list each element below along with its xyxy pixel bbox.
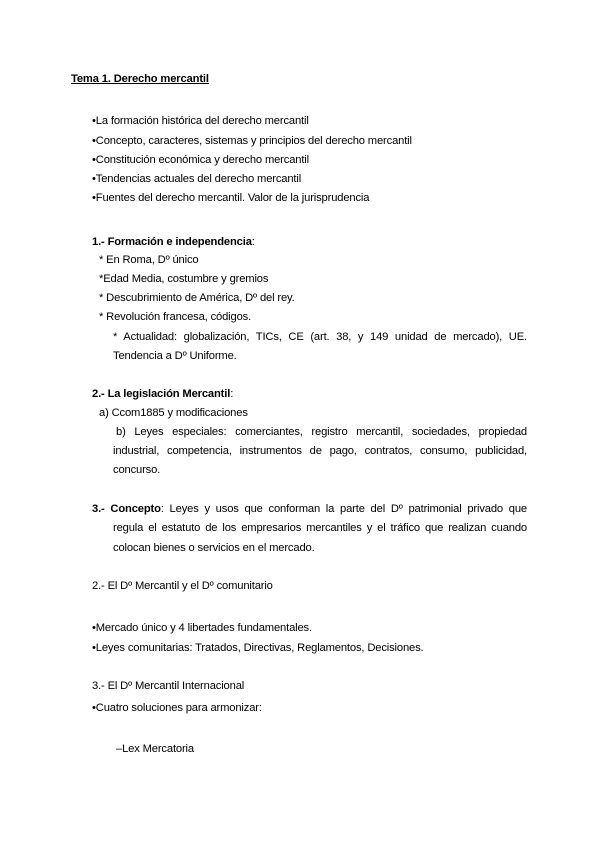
section1-heading	[92, 235, 255, 249]
section1-item: * En Roma, Dº único	[99, 254, 199, 266]
section1-item: * Revolución francesa, códigos.	[99, 311, 252, 323]
section2-item-a: a) Ccom1885 y modificaciones	[99, 407, 248, 419]
section3-line2: regula el estatuto de los empresarios mercantiles y el tráfico que realizan cuando	[113, 522, 527, 534]
section2-heading-text: 2.- La legislación Mercantil	[92, 388, 231, 400]
section3-line3: colocan bienes o servicios en el mercado.	[113, 542, 315, 554]
section3-heading-text: 3.- Concepto	[92, 503, 161, 515]
section3-line1-rest: : Leyes y usos que conforman la parte del Dº patrimonial privado que	[160, 503, 527, 515]
section2-item-b-line1: b) Leyes especiales: comerciantes, registro mercantil, sociedades, propiedad	[116, 426, 527, 438]
comunitario-bullet: •Mercado único y 4 libertades fundamentales.	[92, 622, 312, 634]
internacional-heading: 3.- El Dº Mercantil Internacional	[92, 680, 245, 692]
intro-bullet: •La formación histórica del derecho mercantil	[92, 115, 309, 127]
intro-bullet: •Concepto, caracteres, sistemas y principios del derecho mercantil	[92, 135, 412, 147]
comunitario-heading: 2.- El Dº Mercantil y el Dº comunitario	[92, 580, 273, 592]
section3-line1	[92, 502, 527, 516]
section2-item-b-line3: concurso.	[113, 464, 161, 476]
section1-colon: :	[251, 236, 255, 248]
section2-heading	[92, 387, 233, 401]
section1-actualidad-line2: Tendencia a Dº Uniforme.	[113, 350, 237, 362]
intro-bullet: •Fuentes del derecho mercantil. Valor de la jurisprudencia	[92, 192, 370, 204]
comunitario-bullet: •Leyes comunitarias: Tratados, Directivas, Reglamentos, Decisiones.	[92, 642, 424, 654]
section1-actualidad-line1: * Actualidad: globalización, TICs, CE (art. 38, y 149 unidad de mercado), UE.	[113, 331, 527, 343]
document-title-text: Tema 1. Derecho mercantil	[71, 73, 209, 85]
section2-colon: :	[230, 388, 234, 400]
document-title	[71, 72, 209, 86]
intro-bullet: •Tendencias actuales del derecho mercantil	[92, 173, 302, 185]
section2-item-b-line2: industrial, competencia, instrumentos de pago, contratos, consumo, publicidad,	[113, 445, 527, 457]
section1-heading-text: 1.- Formación e independencia	[92, 236, 252, 248]
section1-item: *Edad Media, costumbre y gremios	[99, 273, 269, 285]
internacional-dash-item: –Lex Mercatoria	[116, 743, 194, 755]
section1-item: * Descubrimiento de América, Dº del rey.	[99, 292, 295, 304]
intro-bullet: •Constitución económica y derecho mercantil	[92, 154, 309, 166]
internacional-bullet: •Cuatro soluciones para armonizar:	[92, 702, 262, 714]
